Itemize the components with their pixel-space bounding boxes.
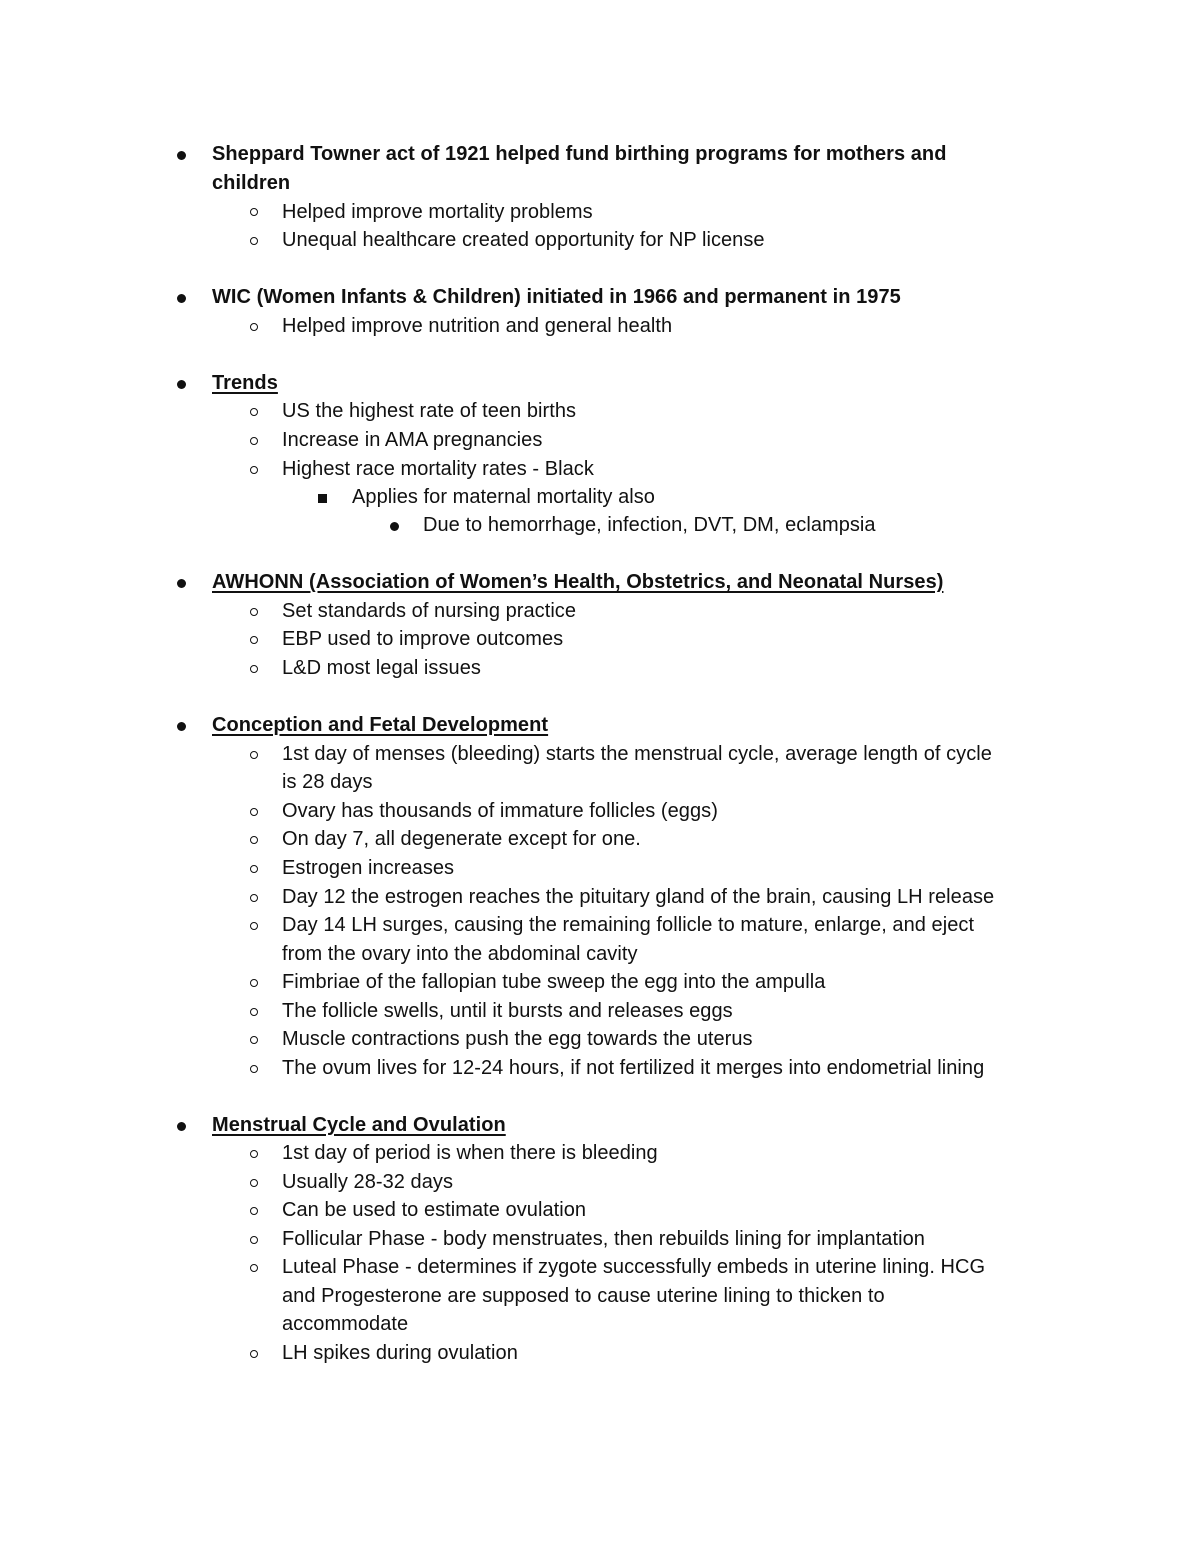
hollow-bullet-icon <box>250 237 258 245</box>
list-item: Luteal Phase - determines if zygote successfully embeds in uterine lining. HCG <box>282 1256 986 1278</box>
bullet-icon <box>177 579 186 588</box>
bullet-icon <box>177 380 186 389</box>
list-item: Follicular Phase - body menstruates, then rebuilds lining for implantation <box>282 1228 925 1250</box>
list-item-continued: and Progesterone are supposed to cause uterine lining to thicken to <box>282 1285 885 1307</box>
list-item: Helped improve nutrition and general health <box>282 315 673 337</box>
hollow-bullet-icon <box>250 922 258 930</box>
list-item: Day 14 LH surges, causing the remaining follicle to mature, enlarge, and eject <box>282 914 975 936</box>
list-item: Usually 28-32 days <box>282 1171 453 1193</box>
list-item: On day 7, all degenerate except for one. <box>282 828 641 850</box>
hollow-bullet-icon <box>250 437 258 445</box>
hollow-bullet-icon <box>250 751 258 759</box>
list-item: LH spikes during ovulation <box>282 1342 518 1364</box>
list-sub-sub-item: Due to hemorrhage, infection, DVT, DM, eclampsia <box>423 514 876 536</box>
hollow-bullet-icon <box>250 836 258 844</box>
list-item: Increase in AMA pregnancies <box>282 429 543 451</box>
list-item: Fimbriae of the fallopian tube sweep the egg into the ampulla <box>282 971 826 993</box>
hollow-bullet-icon <box>250 1179 258 1187</box>
section-heading: Sheppard Towner act of 1921 helped fund birthing programs for mothers and <box>212 143 947 165</box>
bullet-icon <box>177 294 186 303</box>
list-item-continued: from the ovary into the abdominal cavity <box>282 943 638 965</box>
section-heading-continued: children <box>212 172 291 194</box>
list-item: Estrogen increases <box>282 857 455 879</box>
bullet-icon <box>390 522 399 531</box>
hollow-bullet-icon <box>250 665 258 673</box>
list-item: Highest race mortality rates - Black <box>282 458 594 480</box>
list-item: The ovum lives for 12-24 hours, if not fertilized it merges into endometrial lining <box>282 1057 985 1079</box>
hollow-bullet-icon <box>250 1236 258 1244</box>
hollow-bullet-icon <box>250 608 258 616</box>
bullet-icon <box>177 722 186 731</box>
hollow-bullet-icon <box>250 808 258 816</box>
section-heading: Menstrual Cycle and Ovulation <box>212 1114 506 1136</box>
hollow-bullet-icon <box>250 466 258 474</box>
list-item: 1st day of menses (bleeding) starts the menstrual cycle, average length of cycle <box>282 743 992 765</box>
list-item-continued: accommodate <box>282 1313 409 1335</box>
hollow-bullet-icon <box>250 323 258 331</box>
list-item: EBP used to improve outcomes <box>282 628 564 650</box>
hollow-bullet-icon <box>250 1065 258 1073</box>
square-bullet-icon <box>318 494 327 503</box>
hollow-bullet-icon <box>250 1150 258 1158</box>
list-item: Muscle contractions push the egg towards the uterus <box>282 1028 753 1050</box>
hollow-bullet-icon <box>250 1264 258 1272</box>
list-item: Unequal healthcare created opportunity for NP license <box>282 229 765 251</box>
section-heading: Trends <box>212 372 278 394</box>
hollow-bullet-icon <box>250 894 258 902</box>
hollow-bullet-icon <box>250 865 258 873</box>
hollow-bullet-icon <box>250 1008 258 1016</box>
hollow-bullet-icon <box>250 408 258 416</box>
list-item-continued: is 28 days <box>282 771 373 793</box>
bullet-icon <box>177 151 186 160</box>
list-item: Helped improve mortality problems <box>282 201 593 223</box>
list-item: Ovary has thousands of immature follicles (eggs) <box>282 800 718 822</box>
list-item: 1st day of period is when there is bleeding <box>282 1142 658 1164</box>
hollow-bullet-icon <box>250 208 258 216</box>
list-item: Can be used to estimate ovulation <box>282 1199 587 1221</box>
list-item: Day 12 the estrogen reaches the pituitary gland of the brain, causing LH release <box>282 886 995 908</box>
list-item: L&D most legal issues <box>282 657 481 679</box>
hollow-bullet-icon <box>250 636 258 644</box>
hollow-bullet-icon <box>250 1207 258 1215</box>
bullet-icon <box>177 1122 186 1131</box>
list-sub-item: Applies for maternal mortality also <box>352 486 655 508</box>
list-item: The follicle swells, until it bursts and releases eggs <box>282 1000 733 1022</box>
section-heading: Conception and Fetal Development <box>212 714 549 736</box>
list-item: US the highest rate of teen births <box>282 400 577 422</box>
hollow-bullet-icon <box>250 1350 258 1358</box>
hollow-bullet-icon <box>250 979 258 987</box>
list-item: Set standards of nursing practice <box>282 600 577 622</box>
hollow-bullet-icon <box>250 1036 258 1044</box>
section-heading: AWHONN (Association of Women’s Health, Obstetrics, and Neonatal Nurses) <box>212 571 944 593</box>
section-heading: WIC (Women Infants & Children) initiated in 1966 and permanent in 1975 <box>212 286 901 308</box>
